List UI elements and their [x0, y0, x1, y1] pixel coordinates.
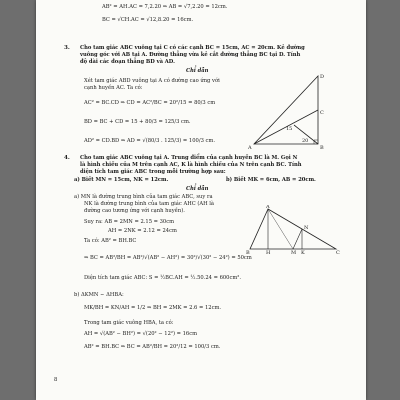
fig4-label-h: H — [266, 250, 271, 255]
fig4-label-k: K — [301, 250, 305, 255]
fig4-label-c: C — [336, 250, 340, 255]
fig3-label-20: 20 — [302, 138, 309, 144]
problem-number-4: 4. — [64, 155, 70, 161]
solution-3-line-1: Xét tam giác ABD vuông tại A có đường cao ứng với — [84, 78, 220, 84]
fig4-label-m: M — [291, 250, 297, 255]
problem-4-case-a: a) Biết MN = 15cm, NK = 12cm. — [74, 177, 169, 183]
part-a-line-3: đường cao tương ứng với cạnh huyền). — [84, 208, 185, 214]
guide-title-4: Chỉ dẫn — [186, 186, 209, 192]
problem-number-3: 3. — [64, 45, 70, 51]
problem-4-line-2: là hình chiếu của M trên cạnh AC, K là hình chiếu của N trên cạnh BC. Tính — [80, 162, 302, 168]
part-a-line-4: Suy ra: AB = 2MN = 2.15 = 30cm — [84, 219, 175, 225]
part-b-line-4: AH = √(AB² − BH²) = √(20² − 12²) = 16cm — [84, 331, 198, 337]
fig4-label-b: B — [246, 250, 250, 255]
fig3-label-c: C — [320, 110, 324, 116]
part-a-line-8: Diện tích tam giác ABC: S = ½BC.AH = ½.50.24 = 600cm². — [84, 275, 242, 281]
problem-4-line-3: diện tích tam giác ABC trong mỗi trường hợp sau: — [80, 169, 226, 175]
figure-triangle-abd — [246, 70, 336, 150]
guide-title-3: Chỉ dẫn — [186, 68, 209, 74]
problem-4-case-b: b) Biết MK = 6cm, AB = 20cm. — [226, 177, 316, 183]
problem-3-line-1: Cho tam giác ABC vuông tại C có các cạnh BC = 15cm, AC = 20cm. Kẻ đường — [80, 45, 305, 51]
solution-3-eq-2: BD = BC + CD = 15 + 80/3 = 125/3 cm. — [84, 119, 191, 125]
part-b-line-3: Trong tam giác vuông HBA, ta có: — [84, 320, 174, 326]
problem-3-line-2: vuông góc với AB tại A. Đường thẳng vừa kẻ cắt đường thẳng BC tại D. Tính — [80, 52, 301, 58]
fig4-label-n: N — [304, 225, 309, 231]
top-line-1: AB² = AH.AC = 7,2.20 ⇒ AB = √7,2.20 = 12cm. — [102, 4, 228, 10]
part-b-line-2: MK/BH = KN/AH = 1/2 ⇒ BH = 2MK = 2.6 = 12cm. — [84, 305, 222, 311]
top-line-2: BC = √CH.AC = √12,8.20 = 16cm. — [102, 17, 194, 23]
solution-3-eq-3: AD² = CD.BD ⇒ AD = √(80/3 . 125/3) = 100/3 cm. — [84, 138, 216, 144]
fig4-label-a: A — [266, 205, 270, 210]
part-a-line-7: ⇒ BC = AB²/BH = AB²/√(AB² − AH²) = 30²/√(30² − 24²) = 50cm — [84, 255, 252, 261]
part-a-line-2: NK là đường trung bình của tam giác AHC (AH là — [84, 201, 215, 207]
fig3-label-a: A — [248, 145, 252, 150]
problem-4-line-1: Cho tam giác ABC vuông tại A. Trung điểm của cạnh huyền BC là M. Gọi N — [80, 155, 298, 161]
problem-3-line-3: độ dài các đoạn thẳng BD và AD. — [80, 59, 175, 65]
part-b-line-1: b) ΔKMN ∽ ΔHBA: — [74, 292, 124, 298]
solution-3-line-2: cạnh huyền AC. Ta có: — [84, 85, 143, 91]
part-a-line-6: Ta có: AB² = BH.BC — [84, 238, 137, 244]
part-a-line-1: a) MN là đường trung bình của tam giác ABC, suy ra — [74, 194, 213, 200]
document-page — [36, 0, 366, 400]
part-a-line-5: AH = 2NK = 2.12 = 24cm — [108, 228, 177, 234]
fig3-label-d: D — [320, 74, 325, 80]
solution-3-eq-1: AC² = BC.CD ⇒ CD = AC²/BC = 20²/15 = 80/3 cm — [84, 100, 216, 106]
part-b-line-5: AB² = BH.BC ⇒ BC = AB²/BH = 20²/12 = 100/3 cm. — [84, 344, 221, 350]
page-number: 8 — [54, 377, 58, 383]
fig3-label-b: B — [320, 145, 324, 150]
fig3-label-15: 15 — [286, 126, 293, 132]
figure-triangle-abc — [246, 205, 341, 255]
